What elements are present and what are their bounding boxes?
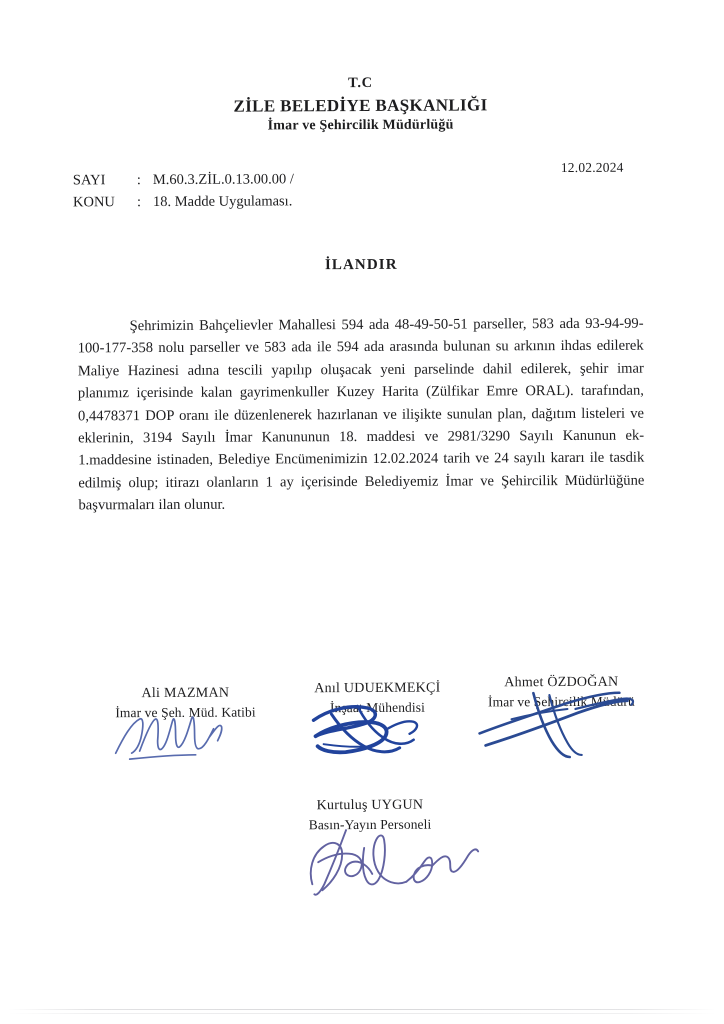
signatory-role: Basın-Yayın Personeli (308, 816, 432, 833)
scan-edge-line-secondary (8, 1013, 716, 1014)
konu-value: 18. Madde Uygulaması. (152, 193, 293, 210)
signature-block-anil-uduekmekci (289, 679, 465, 717)
letterhead-republic-line: T.C (348, 74, 373, 92)
signatory-role: İmar ve Şehircilik Müdürü (487, 693, 635, 710)
signatory-name: Ahmet ÖZDOĞAN (504, 674, 619, 691)
konu-colon: : (136, 193, 142, 210)
signatory-name: Anıl UDUEKMEKÇİ (314, 680, 441, 697)
sayi-value: M.60.3.ZİL.0.13.00.00 / (152, 171, 294, 189)
document-date: 12.02.2024 (560, 159, 624, 176)
sayi-colon: : (136, 172, 141, 189)
signatory-name: Kurtuluş UYGUN (316, 797, 424, 814)
document-body-paragraph: Şehrimizin Bahçelievler Mahallesi 594 ada 48-49-50-51 parseller, 583 ada 93-94-99-100-177-358 nolu parseller ve 583 ada ile 594 ada arasında bulunan su arkının ihdas edilerek Maliye Hazinesi adına tescili yapılıp oluşacak yeni parselinde dahil edilerek, şehir imar planımız içerisinde kalan gayrimenkuller Kuzey Harita (Zülfikar Emre ORAL). tarafından, 0,4478371 DOP oranı ile düzenlenerek hazırlanan ve ilişikte sunulan plan, dağıtım listeleri ve eklerinin, 3194 Sayılı İmar Kanununun 18. maddesi ve 2981/3290 Sayılı Kanunun ek-1.maddesine istinaden, Belediye Encümenimizin 12.02.2024 tarih ve 24 sayılı kararı ile tasdik edilmiş olup; itirazı olanların 1 ay içerisinde Belediyemiz İmar ve Şehircilik Müdürlüğüne başvurmaları ilan olunur. (77, 315, 645, 514)
signature-block-ahmet-ozdogan (463, 674, 659, 712)
document-title: İLANDIR (324, 256, 398, 274)
konu-label: KONU (72, 193, 115, 211)
scan-edge-line (8, 1009, 716, 1010)
signature-block-kurtulus-uygun (272, 796, 468, 834)
reference-block (73, 169, 294, 214)
signatory-name: Ali MAZMAN (141, 685, 230, 702)
letterhead (0, 72, 723, 137)
letterhead-municipality-name: ZİLE BELEDİYE BAŞKANLIĞI (233, 94, 488, 116)
handwritten-signature-kurtulus-uygun (302, 825, 480, 898)
reference-row-konu (73, 191, 294, 214)
signatory-role: İmar ve Şeh. Müd. Katibi (115, 704, 256, 721)
signatory-role: İnşaat Mühendisi (329, 699, 425, 716)
letterhead-department-name: İmar ve Şehircilik Müdürlüğü (267, 117, 454, 134)
reference-row-sayi (73, 169, 294, 192)
sayi-label: SAYI (72, 172, 106, 189)
signature-block-ali-mazman (97, 684, 273, 722)
